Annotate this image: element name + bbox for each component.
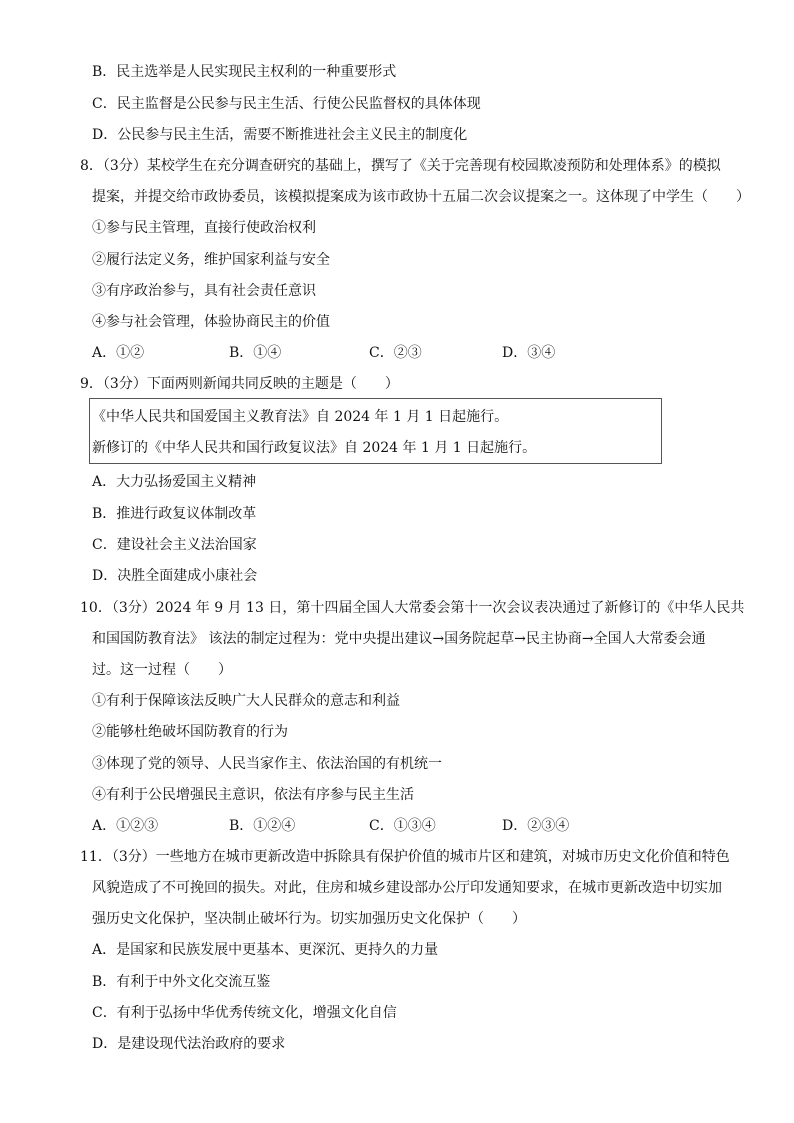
q9-news-line2: 新修订的《中华人民共和国行政复议法》自 2024 年 1 月 1 日起施行。 [92,440,537,456]
q8-choice-a: A．①② [92,345,145,361]
q9-option-d: D．决胜全面建成小康社会 [92,568,258,584]
q10-stem-line3: 过。这一过程（ ） [92,662,232,678]
q11-stem-line1: 11．（3分）一些地方在城市更新改造中拆除具有保护价值的城市片区和建筑，对城市历史文化价值和特色 [80,849,730,865]
q8-stem-line2: 提案，并提交给市政协委员，该模拟提案成为该市政协十五届二次会议提案之一。这体现了中学生（ ） [92,189,750,205]
q9-option-a: A．大力弘扬爱国主义精神 [92,474,257,490]
q10-item-1: ①有利于保障该法反映广大人民群众的意志和利益 [92,693,400,709]
q8-choice-b: B．①④ [229,345,282,361]
q11-stem-line2: 风貌造成了不可挽回的损失。对此，住房和城乡建设部办公厅印发通知要求，在城市更新改造中切实加 [92,880,722,896]
q10-stem-line1: 10．（3分）2024 年 9 月 13 日，第十四届全国人大常委会第十一次会议表决通过了新修订的《中华人民共 [80,600,745,616]
q8-item-4: ④参与社会管理，体验协商民主的价值 [92,314,330,330]
q11-option-c: C．有利于弘扬中华优秀传统文化，增强文化自信 [92,1005,397,1021]
q10-choice-c: C．①③④ [369,818,436,834]
q7-option-c: C．民主监督是公民参与民主生活、行使公民监督权的具体体现 [92,96,481,112]
q10-stem-line2: 和国国防教育法》 该法的制定过程为：党中央提出建议→国务院起草→民主协商→全国人大常委会通 [92,631,706,647]
q11-option-b: B．有利于中外文化交流互鉴 [92,974,271,990]
q9-news-line1: 《中华人民共和国爱国主义教育法》自 2024 年 1 月 1 日起施行。 [92,409,509,425]
q7-option-d: D．公民参与民主生活，需要不断推进社会主义民主的制度化 [92,127,468,143]
q8-stem-line1: 8．（3分）某校学生在充分调查研究的基础上，撰写了《关于完善现有校园欺凌预防和处理体系》的模拟 [80,158,721,174]
q8-item-3: ③有序政治参与，具有社会责任意识 [92,283,316,299]
q10-choice-b: B．①②④ [229,818,296,834]
q11-stem-line3: 强历史文化保护，坚决制止破坏行为。切实加强历史文化保护（ ） [92,911,526,927]
q8-item-2: ②履行法定义务，维护国家利益与安全 [92,252,330,268]
q8-item-1: ①参与民主管理，直接行使政治权利 [92,220,316,236]
q11-option-d: D．是建设现代法治政府的要求 [92,1036,286,1052]
q7-option-b: B．民主选举是人民实现民主权利的一种重要形式 [92,64,397,80]
q10-choice-d: D．②③④ [502,818,570,834]
q8-choice-d: D．③④ [502,345,556,361]
q10-item-4: ④有利于公民增强民主意识，依法有序参与民主生活 [92,787,414,803]
q11-option-a: A．是国家和民族发展中更基本、更深沉、更持久的力量 [92,942,439,958]
q10-item-3: ③体现了党的领导、人民当家作主、依法治国的有机统一 [92,756,442,772]
q9-option-b: B．推进行政复议体制改革 [92,506,257,522]
q10-choice-a: A．①②③ [92,818,159,834]
q9-option-c: C．建设社会主义法治国家 [92,537,257,553]
q10-item-2: ②能够杜绝破坏国防教育的行为 [92,724,288,740]
q8-choice-c: C．②③ [369,345,422,361]
q9-stem: 9．（3分）下面两则新闻共同反映的主题是（ ） [80,376,399,392]
